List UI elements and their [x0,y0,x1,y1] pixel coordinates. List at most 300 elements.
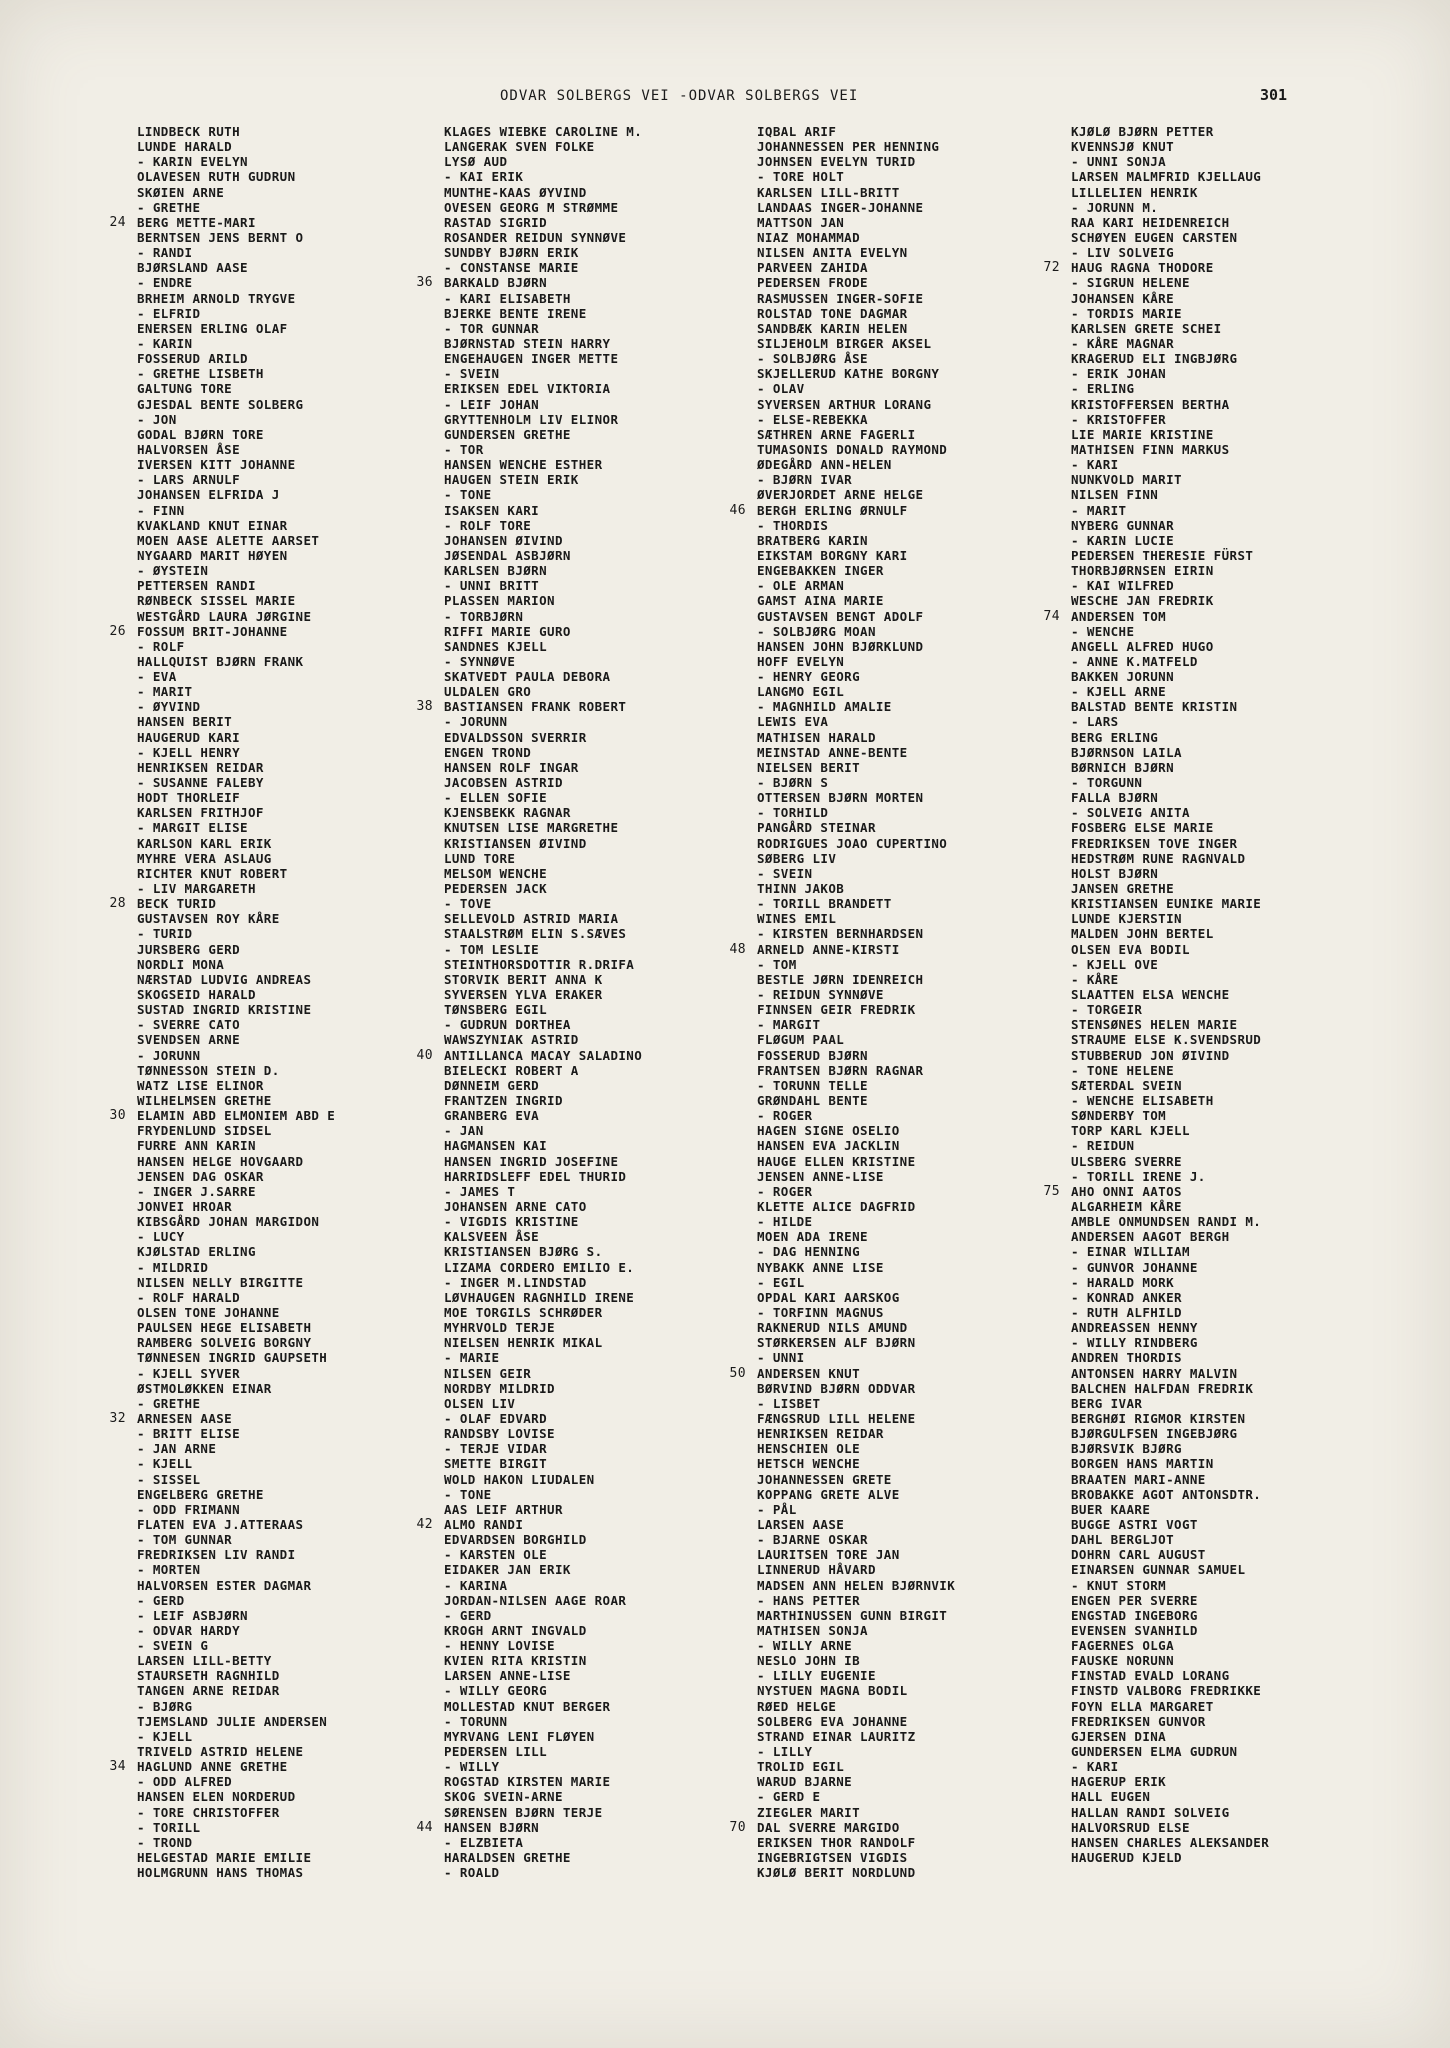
resident-name: - ROLF [137,638,185,654]
resident-name: - GRETHE [137,199,201,215]
resident-name: - HARALD MORK [1071,1274,1175,1290]
resident-name: - KARIN EVELYN [137,154,248,170]
resident-entry [137,1668,467,1683]
resident-entry [137,593,467,608]
resident-entry [757,563,1087,578]
resident-entry [1071,397,1401,412]
resident-name: - LIV MARGARETH [137,881,256,897]
resident-entry [137,1123,467,1138]
resident-name: LYSØ AUD [444,154,508,170]
house-number: 50 [729,1365,746,1381]
resident-entry [1071,1275,1401,1290]
resident-name: ULSBERG SVERRE [1071,1153,1182,1169]
resident-entry [137,1093,467,1108]
resident-entry [1043,260,1401,276]
resident-entry [137,1578,467,1593]
resident-name: FLØGUM PAAL [757,1032,845,1048]
resident-name: JOHANSEN ARNE CATO [444,1198,587,1214]
resident-name: MATHISEN HARALD [757,729,876,745]
resident-entry [1071,1532,1401,1547]
resident-entry [757,1623,1087,1638]
resident-name: - HILDE [757,1214,813,1230]
resident-name: HANSEN ROLF INGAR [444,759,579,775]
resident-entry [444,291,774,306]
resident-entry [137,1744,467,1759]
resident-name: JØSENDAL ASBJØRN [444,547,571,563]
resident-name: - KARI ELISABETH [444,290,571,306]
resident-name: FOSSERUD BJØRN [757,1047,868,1063]
resident-name: HAUG RAGNA THODORE [1071,260,1214,276]
resident-name: - LIV SOLVEIG [1071,245,1175,261]
resident-name: - FINN [137,502,185,518]
resident-entry [1071,533,1401,548]
resident-name: BROBAKKE AGOT ANTONSDTR. [1071,1486,1262,1502]
resident-entry [444,245,774,260]
resident-name: TØNNESSON STEIN D. [137,1062,280,1078]
resident-entry [137,1487,467,1502]
resident-entry [137,245,467,260]
resident-entry [757,1774,1087,1789]
resident-entry [757,1835,1087,1850]
resident-entry [444,1653,774,1668]
resident-name: - SOLBJØRG MOAN [757,623,876,639]
resident-entry [757,775,1087,790]
resident-entry [137,1683,467,1698]
house-number: 24 [109,214,126,230]
resident-entry [444,911,774,926]
resident-name: FAUSKE NORUNN [1071,1653,1175,1669]
resident-entry [137,1441,467,1456]
resident-entry [109,896,467,912]
resident-name: KJENSBEKK RAGNAR [444,805,571,821]
resident-entry [444,1032,774,1047]
resident-entry [757,124,1087,139]
resident-name: - ELLEN SOFIE [444,790,548,806]
resident-name: - LUCY [137,1229,185,1245]
resident-entry [137,1244,467,1259]
resident-entry [444,1275,774,1290]
resident-entry [137,154,467,169]
resident-entry [1071,926,1401,941]
resident-name: - KJELL SYVER [137,1365,241,1381]
resident-name: - JAN ARNE [137,1441,217,1457]
resident-name: BALSTAD BENTE KRISTIN [1071,699,1238,715]
resident-entry [137,609,467,624]
resident-name: PETTERSEN RANDI [137,578,256,594]
resident-entry [757,154,1087,169]
resident-name: HAUGEN STEIN ERIK [444,472,579,488]
resident-entry [109,1759,467,1775]
resident-name: LUND TORE [444,850,516,866]
resident-name: AHO ONNI AATOS [1071,1183,1182,1199]
resident-name: MOE TORGILS SCHRØDER [444,1304,603,1320]
resident-name: NYBERG GUNNAR [1071,517,1175,533]
resident-name: LANGERAK SVEN FOLKE [444,139,595,155]
resident-name: - LISBET [757,1395,821,1411]
resident-name: ALMO RANDI [444,1516,524,1532]
resident-entry [1071,1002,1401,1017]
resident-name: - GRETHE [137,1395,201,1411]
resident-entry [444,1729,774,1744]
resident-entry [1071,1593,1401,1608]
resident-name: ROSANDER REIDUN SYNNØVE [444,229,627,245]
resident-name: - TORILL BRANDETT [757,896,892,912]
resident-name: JOHANNESSEN PER HENNING [757,139,940,155]
resident-name: SØBERG LIV [757,850,837,866]
resident-name: - HENNY LOVISE [444,1638,555,1654]
resident-entry [137,942,467,957]
resident-name: - TORILL [137,1819,201,1835]
resident-entry [1071,1683,1401,1698]
resident-name: BJØRNSON LAILA [1071,744,1182,760]
resident-entry [444,775,774,790]
resident-name: BUGGE ASTRI VOGT [1071,1516,1198,1532]
resident-name: BJØRGULFSEN INGEBJØRG [1071,1426,1238,1442]
resident-entry [757,805,1087,820]
resident-name: HANSEN INGRID JOSEFINE [444,1153,619,1169]
resident-name: FURRE ANN KARIN [137,1138,256,1154]
resident-name: - GRETHE LISBETH [137,366,264,382]
resident-name: KARLSEN LILL-BRITT [757,184,900,200]
resident-entry [1071,714,1401,729]
resident-entry [757,790,1087,805]
resident-name: SANDNES KJELL [444,638,548,654]
resident-entry [757,185,1087,200]
resident-entry [137,124,467,139]
resident-entry [1071,1456,1401,1471]
resident-entry [444,1547,774,1562]
resident-name: WILHELMSEN GRETHE [137,1093,272,1108]
resident-name: - ENDRE [137,275,193,291]
resident-entry [444,1199,774,1214]
resident-name: - KARIN LUCIE [1071,532,1175,548]
resident-entry [137,760,467,775]
resident-name: RØED HELGE [757,1698,837,1714]
resident-name: WAWSZYNIAK ASTRID [444,1032,579,1048]
resident-name: - SISSEL [137,1471,201,1487]
resident-name: IQBAL ARIF [757,124,837,139]
resident-name: - KARIN [137,335,193,351]
resident-entry [137,1381,467,1396]
resident-entry [757,820,1087,835]
resident-name: SUSTAD INGRID KRISTINE [137,1002,312,1018]
resident-entry [757,745,1087,760]
resident-name: GRYTTENHOLM LIV ELINOR [444,411,619,427]
resident-entry [444,1138,774,1153]
resident-name: DOHRN CARL AUGUST [1071,1547,1206,1563]
resident-name: - TORFINN MAGNUS [757,1304,884,1320]
resident-name: WINES EMIL [757,911,837,927]
resident-name: BRATBERG KARIN [757,532,868,548]
resident-name: WESCHE JAN FREDRIK [1071,593,1214,609]
resident-name: ENGEHAUGEN INGER METTE [444,351,619,367]
resident-name: TORP KARL KJELL [1071,1123,1190,1139]
resident-entry [1071,1108,1401,1123]
resident-entry [1071,472,1401,487]
resident-entry [444,1714,774,1729]
resident-entry [1071,518,1401,533]
resident-entry [444,593,774,608]
resident-name: - ELSE-REBEKKA [757,411,868,427]
resident-entry [444,624,774,639]
resident-name: - RANDI [137,245,193,261]
resident-entry [1071,1366,1401,1381]
resident-entry [444,1078,774,1093]
resident-entry [1071,185,1401,200]
resident-entry [1071,200,1401,215]
resident-name: - KARINA [444,1577,508,1593]
resident-name: MOEN ADA IRENE [757,1229,868,1245]
resident-name: OVESEN GEORG M STRØMME [444,199,619,215]
resident-name: WOLD HAKON LIUDALEN [444,1471,595,1487]
resident-entry [444,1578,774,1593]
resident-entry [1071,306,1401,321]
resident-name: HODT THORLEIF [137,790,241,806]
resident-entry [137,1138,467,1153]
resident-entry [137,1260,467,1275]
resident-entry [109,214,467,230]
resident-name: - TONE HELENE [1071,1062,1175,1078]
resident-entry [757,1169,1087,1184]
resident-entry [444,518,774,533]
resident-entry [444,1593,774,1608]
resident-name: NILSEN NELLY BIRGITTE [137,1274,304,1290]
resident-name: DAHL BERGLJOT [1071,1532,1175,1548]
resident-name: HANSEN HELGE HOVGAARD [137,1153,304,1169]
resident-entry [757,1214,1087,1229]
resident-entry [444,306,774,321]
resident-name: NESLO JOHN IB [757,1653,861,1669]
resident-name: JENSEN DAG OSKAR [137,1168,264,1184]
resident-name: - KARI [1071,1759,1119,1775]
resident-entry [1071,1472,1401,1487]
resident-name: OLSEN EVA BODIL [1071,941,1190,957]
resident-entry [1071,1078,1401,1093]
resident-entry [1071,154,1401,169]
resident-name: STENSØNES HELEN MARIE [1071,1017,1238,1033]
resident-name: STRAND EINAR LAURITZ [757,1728,916,1744]
resident-entry [1071,487,1401,502]
resident-entry [1071,896,1401,911]
resident-entry [1071,442,1401,457]
resident-name: SYVERSEN ARTHUR LORANG [757,396,932,412]
resident-entry [137,972,467,987]
resident-name: GUNDERSEN GRETHE [444,426,571,442]
resident-name: ØDEGÅRD ANN-HELEN [757,457,892,473]
resident-entry [444,866,774,881]
resident-entry [444,1411,774,1426]
resident-entry [757,381,1087,396]
resident-entry [444,972,774,987]
resident-entry [444,366,774,381]
resident-entry [416,275,774,291]
resident-entry [757,1729,1087,1744]
resident-name: - THORDIS [757,517,829,533]
resident-name: MELSOM WENCHE [444,865,548,881]
resident-name: ENGELBERG GRETHE [137,1486,264,1502]
resident-entry [757,230,1087,245]
resident-entry [1071,881,1401,896]
resident-name: - EGIL [757,1274,805,1290]
resident-name: HANSEN EVA JACKLIN [757,1138,900,1154]
resident-entry [137,1729,467,1744]
resident-entry [444,1502,774,1517]
resident-entry [757,169,1087,184]
resident-name: PAULSEN HEGE ELISABETH [137,1320,312,1336]
resident-name: WATZ LISE ELINOR [137,1077,264,1093]
resident-entry [137,745,467,760]
resident-entry [137,518,467,533]
resident-entry [1071,1714,1401,1729]
resident-name: BJERKE BENTE IRENE [444,305,587,321]
house-number: 28 [109,896,126,912]
resident-entry [137,1805,467,1820]
resident-entry [1071,866,1401,881]
resident-name: DØNNEIM GERD [444,1077,540,1093]
resident-name: - TOR [444,441,484,457]
resident-name: - CONSTANSE MARIE [444,260,579,276]
resident-name: EVENSEN SVANHILD [1071,1622,1198,1638]
house-number: 26 [109,623,126,639]
resident-name: ENERSEN ERLING OLAF [137,320,288,336]
resident-name: - TORUNN [444,1713,508,1729]
resident-name: GUNDERSEN ELMA GUDRUN [1071,1744,1238,1760]
resident-name: EDVARDSEN BORGHILD [444,1532,587,1548]
resident-entry [1071,1668,1401,1683]
resident-name: - OLAV [757,381,805,397]
resident-name: ISAKSEN KARI [444,502,540,518]
resident-entry [1071,169,1401,184]
resident-name: - MILDRID [137,1259,209,1275]
resident-entry [757,1865,1087,1880]
resident-name: HOFF EVELYN [757,653,845,669]
resident-entry [137,366,467,381]
resident-name: ERIKSEN EDEL VIKTORIA [444,381,611,397]
resident-name: - JORUNN [444,714,508,730]
resident-entry [137,866,467,881]
resident-entry [444,1456,774,1471]
resident-entry [137,169,467,184]
resident-name: FAGERNES OLGA [1071,1638,1175,1654]
resident-entry [1071,942,1401,957]
resident-name: KJØLØ BJØRN PETTER [1071,124,1214,139]
resident-entry [137,775,467,790]
resident-entry [444,1260,774,1275]
resident-entry [757,1244,1087,1259]
resident-entry [757,1653,1087,1668]
resident-entry [137,185,467,200]
resident-name: NORDBY MILDRID [444,1380,555,1396]
resident-name: BECK TURID [137,896,217,912]
resident-name: - TOVE [444,896,492,912]
resident-name: SØRENSEN BJØRN TERJE [444,1804,603,1820]
resident-name: RASTAD SIGRID [444,214,548,230]
resident-entry [137,805,467,820]
resident-name: ANTONSEN HARRY MALVIN [1071,1365,1238,1381]
resident-name: ANDREASSEN HENNY [1071,1320,1198,1336]
resident-name: JURSBERG GERD [137,941,241,957]
resident-entry [757,669,1087,684]
resident-name: - TROND [137,1834,193,1850]
resident-entry [1071,1260,1401,1275]
resident-name: - LARS [1071,714,1119,730]
resident-name: NYGAARD MARIT HØYEN [137,547,288,563]
column-1 [109,124,467,1881]
resident-entry [757,1260,1087,1275]
resident-entry [1071,1789,1401,1804]
resident-entry [444,578,774,593]
resident-entry [444,1229,774,1244]
resident-name: HANSEN WENCHE ESTHER [444,457,603,473]
resident-name: HARRIDSLEFF EDEL THURID [444,1168,627,1184]
resident-name: - TURID [137,926,193,942]
resident-entry [137,820,467,835]
resident-entry [444,1608,774,1623]
resident-entry [757,457,1087,472]
resident-entry [1071,836,1401,851]
resident-entry [757,472,1087,487]
resident-name: - OLAF EDVARD [444,1410,548,1426]
resident-entry [444,215,774,230]
resident-entry [137,1653,467,1668]
resident-entry [757,1472,1087,1487]
resident-entry [137,487,467,502]
resident-name: LUNDE HARALD [137,139,233,155]
resident-name: - KÅRE [1071,971,1119,987]
resident-name: - SVEIN [757,865,813,881]
resident-name: THORBJØRNSEN EIRIN [1071,563,1214,579]
resident-entry [444,714,774,729]
resident-entry [1071,805,1401,820]
resident-name: FREDRIKSEN GUNVOR [1071,1713,1206,1729]
resident-name: - INGER J.SARRE [137,1183,256,1199]
resident-entry [137,548,467,563]
resident-entry [1071,381,1401,396]
resident-entry [757,684,1087,699]
resident-name: BALCHEN HALFDAN FREDRIK [1071,1380,1254,1396]
resident-entry [444,412,774,427]
resident-entry [137,139,467,154]
resident-entry [137,351,467,366]
resident-name: - TOM LESLIE [444,941,540,957]
resident-entry [137,457,467,472]
resident-name: - ROGER [757,1183,813,1199]
resident-name: - EVA [137,669,177,685]
resident-name: - UNNI BRITT [444,578,540,594]
resident-name: HANSEN CHARLES ALEKSANDER [1071,1834,1270,1850]
resident-entry [137,1547,467,1562]
resident-entry [757,275,1087,290]
resident-entry [444,1562,774,1577]
resident-name: OTTERSEN BJØRN MORTEN [757,790,924,806]
resident-entry [757,911,1087,926]
resident-entry [757,866,1087,881]
resident-entry [137,1835,467,1850]
resident-entry [444,1638,774,1653]
resident-entry [757,1744,1087,1759]
resident-name: HAUGERUD KARI [137,729,241,745]
resident-name: ARNESEN AASE [137,1410,233,1426]
resident-entry [757,1123,1087,1138]
resident-name: HAGMANSEN KAI [444,1138,548,1154]
resident-entry [757,518,1087,533]
resident-name: SUNDBY BJØRN ERIK [444,245,579,261]
resident-name: HALVORSEN ÅSE [137,441,241,457]
page-header [0,88,1450,110]
resident-entry [137,957,467,972]
resident-name: SÆTERDAL SVEIN [1071,1077,1182,1093]
resident-entry [757,1562,1087,1577]
